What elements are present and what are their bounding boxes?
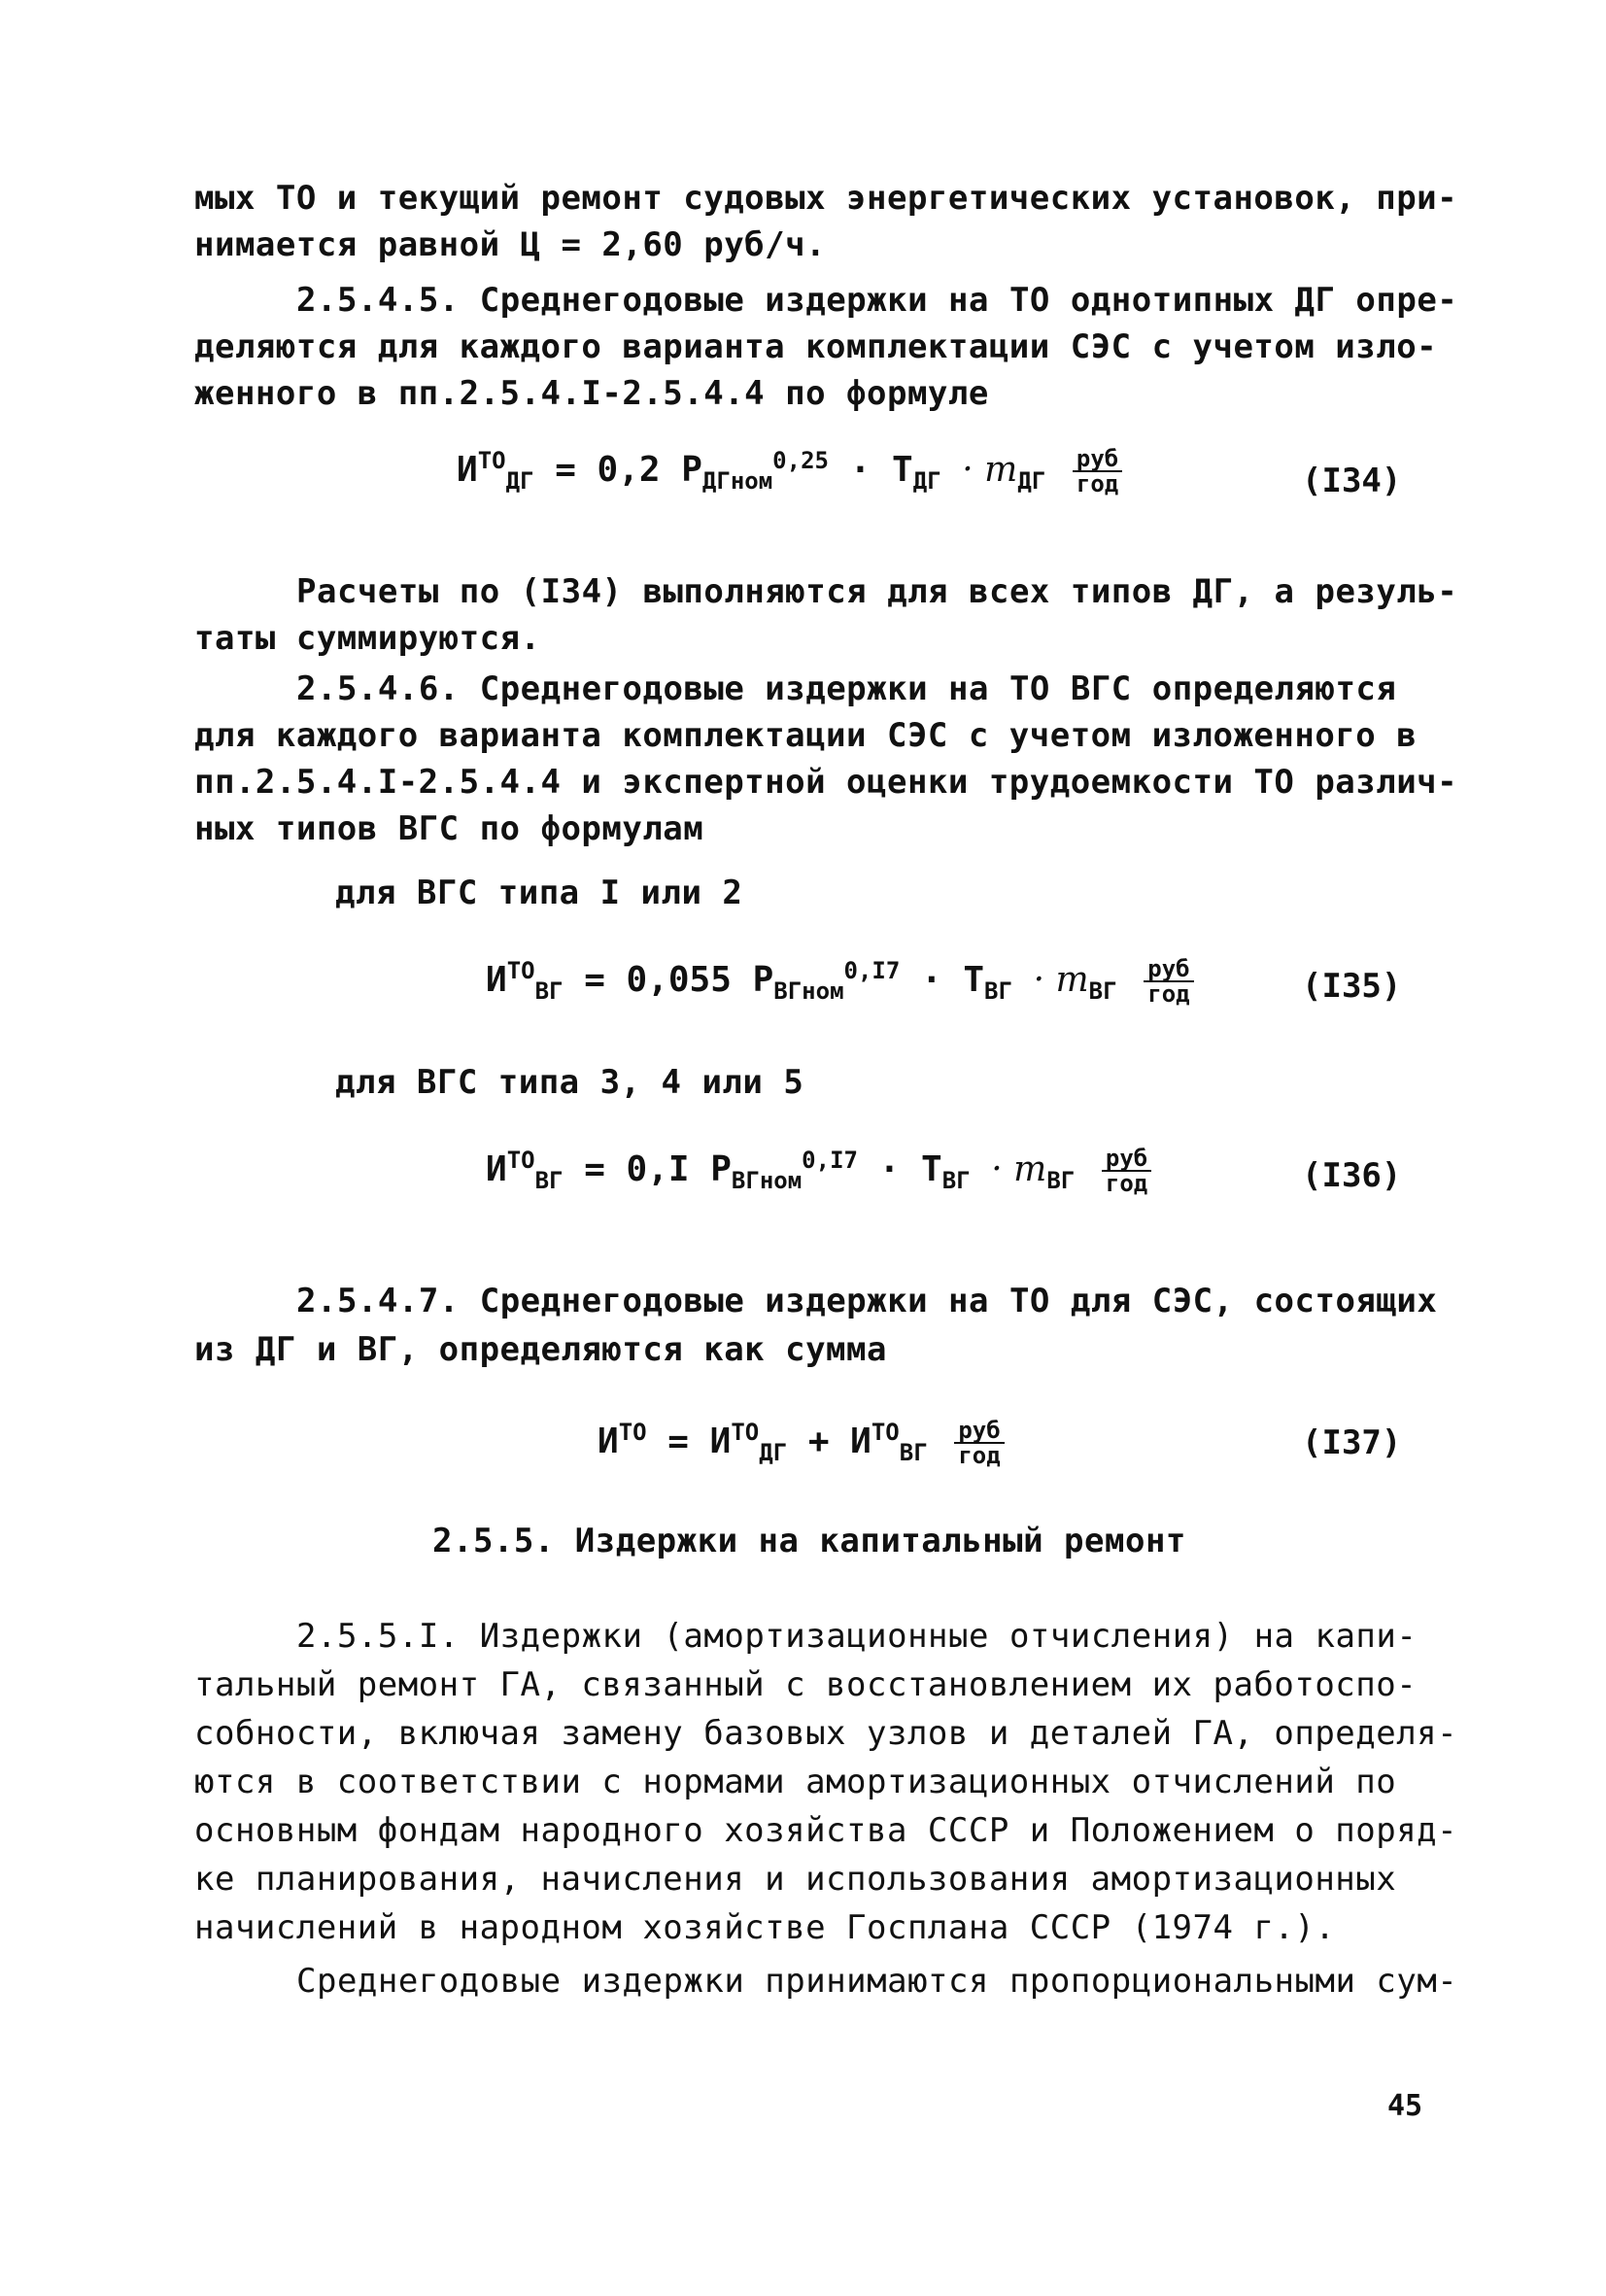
page-number: 45 [1387, 2089, 1423, 2123]
text-line: ных типов ВГС по формулам [194, 809, 704, 848]
text-line: 2.5.5.I. Издержки (амортизационные отчисления) на капи- [296, 1617, 1418, 1656]
equation-number: (I34) [1302, 462, 1402, 500]
formula-137: $И^{ТО} = И^{ТО}_{ДГ} + И^{ТО}_{ВГ}$ $\frac{\text{руб}}{\text{год}}$ [598, 1419, 1005, 1467]
equation-number: (I37) [1302, 1423, 1402, 1462]
formula-135: $И^{ТО}_{ВГ} = 0,055$ $P_{ВГном}^{0,I7} \cdot T_{ВГ} \cdot m_{ВГ}$ $\frac{\text{руб}}{\text{год}}$ [486, 957, 1194, 1006]
equation-number: (I35) [1302, 967, 1402, 1006]
text-line: пп.2.5.4.I-2.5.4.4 и экспертной оценки трудоемкости ТО различ- [194, 763, 1458, 802]
text-line: для каждого варианта комплектации СЭС с учетом изложенного в [194, 716, 1418, 755]
text-line: 2.5.4.6. Среднегодовые издержки на ТО ВГС определяются [296, 669, 1397, 708]
text-line: Расчеты по (I34) выполняются для всех типов ДГ, а резуль- [296, 572, 1458, 611]
equation-number: (I36) [1302, 1156, 1402, 1195]
text-line: начислений в народном хозяйстве Госплана СССР (1974 г.). [194, 1908, 1336, 1947]
text-line: для ВГС типа 3, 4 или 5 [335, 1063, 804, 1102]
text-line: из ДГ и ВГ, определяются как сумма [194, 1330, 887, 1369]
section-heading: 2.5.5. Издержки на капитальный ремонт [432, 1522, 1186, 1560]
text-line: ке планирования, начисления и использования амортизационных [194, 1860, 1397, 1899]
text-line: для ВГС типа I или 2 [335, 874, 743, 912]
text-line: мых ТО и текущий ремонт судовых энергетических установок, при- [194, 179, 1458, 218]
text-line: основным фондам народного хозяйства СССР и Положением о поряд- [194, 1811, 1458, 1850]
text-line: деляются для каждого варианта комплектации СЭС с учетом изло- [194, 327, 1438, 366]
text-line: тальный ремонт ГА, связанный с восстановлением их работоспо- [194, 1665, 1418, 1704]
text-line: ются в соответствии с нормами амортизационных отчислений по [194, 1763, 1397, 1801]
text-line: нимается равной Ц = 2,60 руб/ч. [194, 225, 827, 264]
text-line: 2.5.4.7. Среднегодовые издержки на ТО для СЭС, состоящих [296, 1282, 1438, 1320]
formula-136: $И^{ТО}_{ВГ} = 0,I$ $P_{ВГном}^{0,I7} \cdot T_{ВГ} \cdot m_{ВГ}$ $\frac{\text{руб}}{\text{год}}$ [486, 1147, 1151, 1195]
text-line: Среднегодовые издержки принимаются пропорциональными сум- [296, 1962, 1458, 2001]
formula-134: $И^{ТО}_{ДГ} = 0,2$ $P_{ДГном}^{0,25} \cdot T_{ДГ} \cdot m_{ДГ}$ $\frac{\text{руб}}{\text{год}}$ [457, 447, 1122, 496]
text-line: женного в пп.2.5.4.I-2.5.4.4 по формуле [194, 374, 989, 413]
text-line: 2.5.4.5. Среднегодовые издержки на ТО однотипных ДГ опре- [296, 281, 1458, 320]
text-line: собности, включая замену базовых узлов и деталей ГА, определя- [194, 1714, 1458, 1753]
text-line: таты суммируются. [194, 619, 541, 658]
